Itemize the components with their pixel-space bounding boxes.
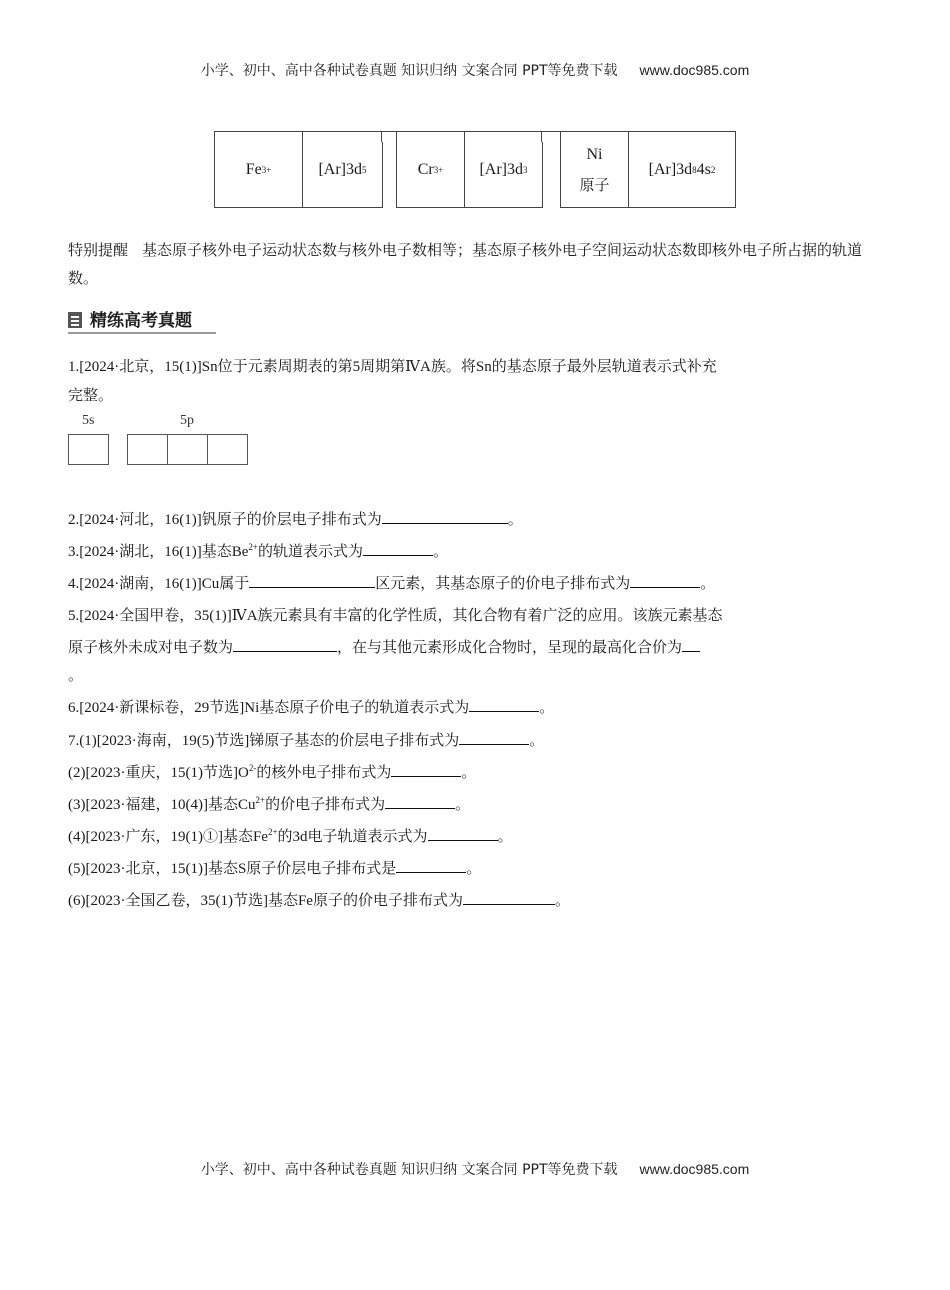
header-text: 小学、初中、高中各种试卷真题 知识归纳 文案合同 PPT等免费下载 xyxy=(200,63,618,79)
config-cell: [Ar]3d 5 xyxy=(318,160,367,178)
page-footer xyxy=(0,1159,950,1179)
answer-blank[interactable] xyxy=(469,697,539,712)
table-group-cr xyxy=(396,131,543,208)
orbital-label-5s: 5s xyxy=(82,413,95,428)
orbital-box[interactable] xyxy=(168,435,208,464)
page-header xyxy=(0,60,950,80)
footer-text: 小学、初中、高中各种试卷真题 知识归纳 文案合同 PPT等免费下载 xyxy=(200,1162,618,1178)
answer-blank[interactable] xyxy=(396,858,466,873)
question-7-2: (2)[2023·重庆，15(1)节选]$O^{2-}$的核外电子排布式为 。 xyxy=(68,763,477,781)
answer-blank[interactable] xyxy=(391,762,461,777)
orbital-box[interactable] xyxy=(208,435,247,464)
answer-blank[interactable] xyxy=(382,509,508,524)
question-3: 3.[2024·湖北，16(1)]基态$Be^{2+}$的轨道表示式为 。 xyxy=(68,542,448,560)
question-4: 4.[2024·湖南，16(1)]Cu属于 区元素，其基态原子的价电子排布式为 。 xyxy=(68,572,715,593)
table-group-ni xyxy=(560,131,736,208)
ion-cell: Ni 原子 xyxy=(561,132,629,207)
orbital-box[interactable] xyxy=(128,435,168,464)
config-cell: [Ar]3d 8 4s 2 xyxy=(648,160,716,178)
document-icon xyxy=(68,312,82,328)
table-divider xyxy=(381,131,397,142)
ion-cell: Fe 3+ xyxy=(215,132,303,207)
orbital-box[interactable] xyxy=(69,435,108,464)
footer-site-link[interactable]: www.doc985.com xyxy=(639,1161,750,1177)
answer-blank[interactable] xyxy=(363,541,433,556)
config-cell: [Ar]3d 3 xyxy=(479,160,528,178)
table-divider xyxy=(541,131,561,142)
answer-blank[interactable] xyxy=(459,730,529,745)
reminder-tag: 特别提醒 xyxy=(68,241,129,259)
section-title: 精练高考真题 xyxy=(90,311,192,331)
answer-blank[interactable] xyxy=(682,637,700,652)
question-7-6: (6)[2023·全国乙卷，35(1)节选]基态Fe原子的价电子排布式为 。 xyxy=(68,889,570,910)
question-7-5: (5)[2023·北京，15(1)]基态S原子价层电子排布式是 。 xyxy=(68,857,481,878)
question-7-1: 7.(1)[2023·海南，19(5)节选]锑原子基态的价层电子排布式为 。 xyxy=(68,729,544,750)
answer-blank[interactable] xyxy=(630,573,700,588)
special-reminder xyxy=(68,236,883,292)
question-1-line1: 1.[2024·北京，15(1)]Sn位于元素周期表的第5周期第ⅣA族。将Sn的基态原子最外层轨道表示式补充 xyxy=(68,359,717,375)
answer-blank[interactable] xyxy=(385,794,455,809)
question-5-end: 。 xyxy=(68,668,84,684)
answer-blank[interactable] xyxy=(249,573,375,588)
question-6: 6.[2024·新课标卷，29节选]Ni基态原子价电子的轨道表示式为 。 xyxy=(68,696,554,717)
table-group-fe xyxy=(214,131,383,208)
question-2: 2.[2024·河北，16(1)]钒原子的价层电子排布式为 。 xyxy=(68,508,523,529)
orbital-5p-boxes[interactable] xyxy=(127,434,248,465)
ion-cell: Cr 3+ xyxy=(397,132,465,207)
question-5-line1: 5.[2024·全国甲卷，35(1)]ⅣA族元素具有丰富的化学性质，其化合物有着广泛的应用。该族元素基态 xyxy=(68,608,723,624)
answer-blank[interactable] xyxy=(233,637,337,652)
question-7-4: (4)[2023·广东，19(1)①]基态$Fe^{2+}$的3d电子轨道表示式为 。 xyxy=(68,827,513,845)
answer-blank[interactable] xyxy=(428,826,498,841)
answer-blank[interactable] xyxy=(463,890,555,905)
reminder-text: 基态原子核外电子运动状态数与核外电子数相等；基态原子核外电子空间运动状态数即核外电子所占据的轨道数。 xyxy=(68,241,863,287)
orbital-label-5p: 5p xyxy=(180,413,194,428)
question-7-3: (3)[2023·福建，10(4)]基态$Cu^{2+}$的价电子排布式为 。 xyxy=(68,795,471,813)
orbital-5s-box[interactable] xyxy=(68,434,109,465)
question-1-line2: 完整。 xyxy=(68,388,114,404)
header-site-link[interactable]: www.doc985.com xyxy=(639,62,750,78)
section-header xyxy=(68,306,216,334)
question-5-line2: 原子核外未成对电子数为 ，在与其他元素形成化合物时，呈现的最高化合价为 xyxy=(68,636,700,657)
